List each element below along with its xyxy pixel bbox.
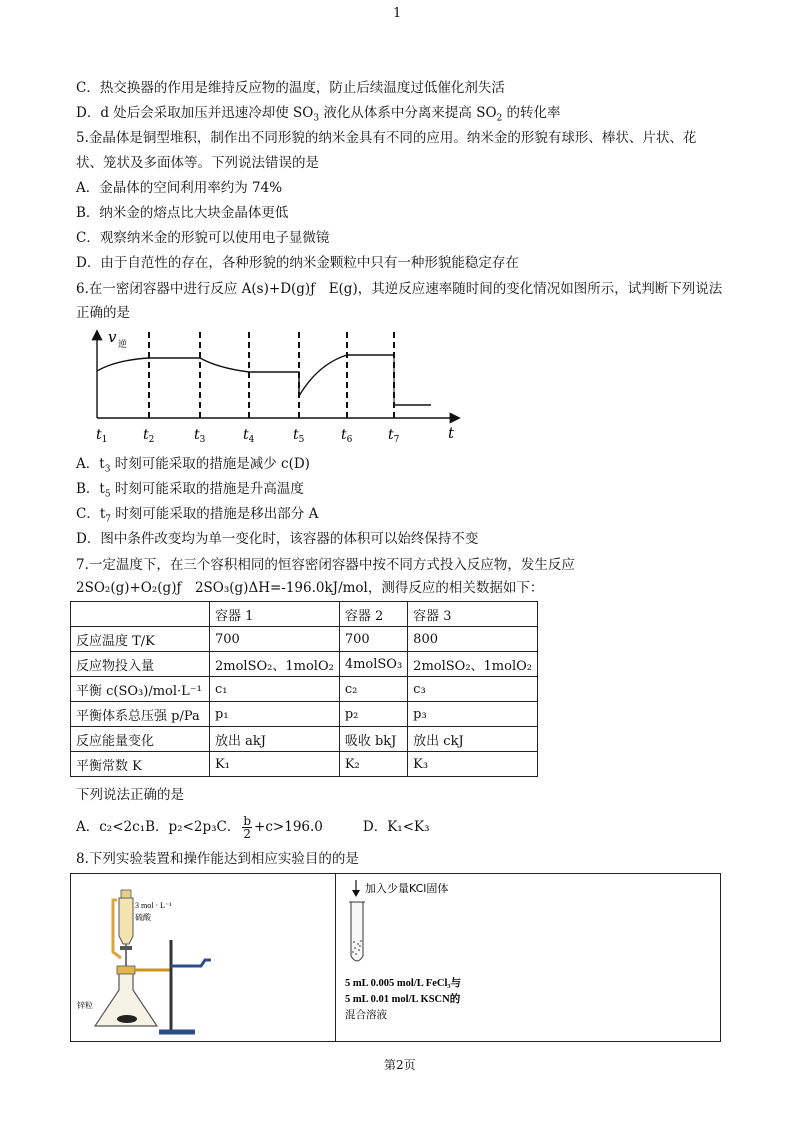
fraction [242,815,252,840]
q6-option-b-post: 时刻可能采取的措施是升高温度 [110,481,304,497]
solution-label-line3: 混合溶液 [345,1009,387,1021]
q4-option-d-part2: 液化从体系中分离来提高 SO [319,105,497,121]
funnel-stopper-icon [121,890,131,898]
arrow-head-icon [352,890,360,897]
solution-label-line1: 5 mL 0.005 mol/L FeCl₃与 [345,978,462,989]
table-cell: 反应温度 T/K [71,627,210,652]
table-cell: 平衡 c(SO₃)/mol·L⁻¹ [71,677,210,702]
table-cell: c₃ [408,677,538,702]
table-cell: p₁ [210,702,340,727]
table-cell: 容器 3 [408,602,538,627]
q4-option-d-sub2: 2 [496,113,503,124]
y-axis-label-sub: 逆 [118,340,128,350]
table-cell: p₃ [408,702,538,727]
table-cell: 放出 ckJ [408,727,538,752]
zinc-label: 锌粒 [77,1001,93,1010]
table-cell: p₂ [339,702,407,727]
time-markers [149,332,394,418]
fraction-denominator: 2 [243,827,252,841]
q7-stem-line1: 7.一定温度下，在三个容积相同的恒容密闭容器中按不同方式投入反应物，发生反应 [76,557,575,573]
q5-option-a: A．金晶体的空间利用率约为 74% [76,180,283,196]
flask-stopper-icon [117,966,135,974]
q8-apparatus-box [70,873,721,1042]
solution-label-line2: 5 mL 0.01 mol/L KSCN的 [345,994,461,1005]
table-cell: 800 [408,627,538,652]
table-cell: c₁ [210,677,340,702]
q6-option-c-pre: C．t [76,506,106,522]
q6-option-c-post: 时刻可能采取的措施是移出部分 A [111,506,319,522]
tick-t6: $t_6$ [341,427,353,445]
table-cell: 700 [210,627,340,652]
zinc-acid-apparatus [75,880,225,1038]
q4-option-d-sub1: 3 [313,113,320,124]
page-number-top: 1 [393,6,402,21]
q7-option-d: D．K₁<K₃ [362,819,430,835]
box-divider [335,874,336,1041]
reverse-rate-graph [86,326,466,448]
q4-option-d-part3: 的转化率 [502,105,561,121]
table-cell [71,602,210,627]
acid-name-label: 硫酸 [135,913,151,922]
rate-curve [97,355,431,405]
q7-options [76,812,430,842]
q6-option-a-pre: A．t [76,456,105,472]
q5-option-b: B．纳米金的熔点比大块金晶体更低 [76,205,289,221]
tick-t5: $t_5$ [293,427,305,445]
q7-options-ab: A．c₂<2c₁B．p₂<2p₃C． [76,819,241,835]
q4-option-d-part1: D．d 处后会采取加压并迅速冷却使 SO [76,105,314,121]
q6-option-b-pre: B．t [76,481,105,497]
table-cell: 700 [339,627,407,652]
tick-t7: $t_7$ [388,427,400,445]
q5-option-d: D．由于自范性的存在，各种形貌的纳米金颗粒中只有一种形貌能稳定存在 [76,255,519,271]
tick-t1: $t_1$ [96,427,108,445]
table-row [71,702,538,727]
q7-data-table [70,601,538,777]
q7-option-c-tail: +c>196.0 [254,819,323,835]
q7-stem-line2: 2SO₂(g)+O₂(g)ƒ 2SO₃(g)ΔH=-196.0kJ/mol，测得反应的相关数据如下： [76,580,544,596]
q7-after-text: 下列说法正确的是 [76,787,184,803]
q6-option-b [76,479,304,505]
table-cell: 反应物投入量 [71,652,210,677]
q6-option-c-sub: 7 [105,514,111,525]
clamp-icon [171,960,211,966]
q4-option-d [76,103,561,129]
table-cell: 4molSO₃ [339,652,407,677]
q8-stem: 8.下列实验装置和操作能达到相应实验目的的是 [76,851,359,867]
acid-concentration-label: 3 mol · L⁻¹ [135,901,172,910]
zinc-granules-icon [117,1015,137,1023]
q6-stem-line1: 6.在一密闭容器中进行反应 A(s)+D(g)ƒ E(g)，其逆反应速率随时间的变化情况如图所示，试判断下列说法 [76,281,723,297]
x-axis-label: t [448,424,455,442]
tick-t3: $t_3$ [194,427,206,445]
fraction-numerator: b [243,814,252,828]
tick-t2: $t_2$ [143,427,155,445]
q5-stem-line1: 5.金晶体是铜型堆积，制作出不同形貌的纳米金具有不同的应用。纳米金的形貌有球形、棒状、片状、花 [76,130,697,146]
table-cell: 容器 1 [210,602,340,627]
table-cell: K₂ [339,752,407,777]
table-cell: K₃ [408,752,538,777]
q6-option-a [76,454,310,480]
funnel-stopcock-icon [120,946,132,950]
q6-option-a-post: 时刻可能采取的措施是减少 c(D) [110,456,310,472]
table-cell: 反应能量变化 [71,727,210,752]
y-axis-label: v [108,328,117,346]
q6-stem-line2: 正确的是 [76,305,130,321]
table-cell: 2molSO₂、1molO₂ [210,652,340,677]
tick-t4: $t_4$ [243,427,255,445]
table-cell: 2molSO₂、1molO₂ [408,652,538,677]
test-tube-apparatus [343,878,523,1028]
q6-option-c [76,504,318,530]
table-header-row [71,602,538,627]
table-row [71,627,538,652]
add-kcl-label: 加入少量KCl固体 [365,882,449,895]
table-row [71,677,538,702]
table-cell: 吸收 bkJ [339,727,407,752]
table-cell: 平衡体系总压强 p/Pa [71,702,210,727]
table-row [71,727,538,752]
table-cell: K₁ [210,752,340,777]
dropping-funnel-icon [119,898,133,944]
table-row [71,752,538,777]
table-cell: 平衡常数 K [71,752,210,777]
table-row [71,652,538,677]
q6-option-d: D．图中条件改变均为单一变化时，该容器的体积可以始终保持不变 [76,531,479,547]
q6-option-a-sub: 3 [104,464,111,475]
table-cell: c₂ [339,677,407,702]
q5-stem-line2: 状、笼状及多面体等。下列说法错误的是 [76,155,319,171]
table-cell: 放出 akJ [210,727,340,752]
q5-option-c: C．观察纳米金的形貌可以使用电子显微镜 [76,230,330,246]
q6-option-b-sub: 5 [104,489,111,500]
table-cell: 容器 2 [339,602,407,627]
page-footer: 第2页 [384,1058,416,1072]
q4-option-c: C．热交换器的作用是维持反应物的温度，防止后续温度过低催化剂失活 [76,80,505,96]
